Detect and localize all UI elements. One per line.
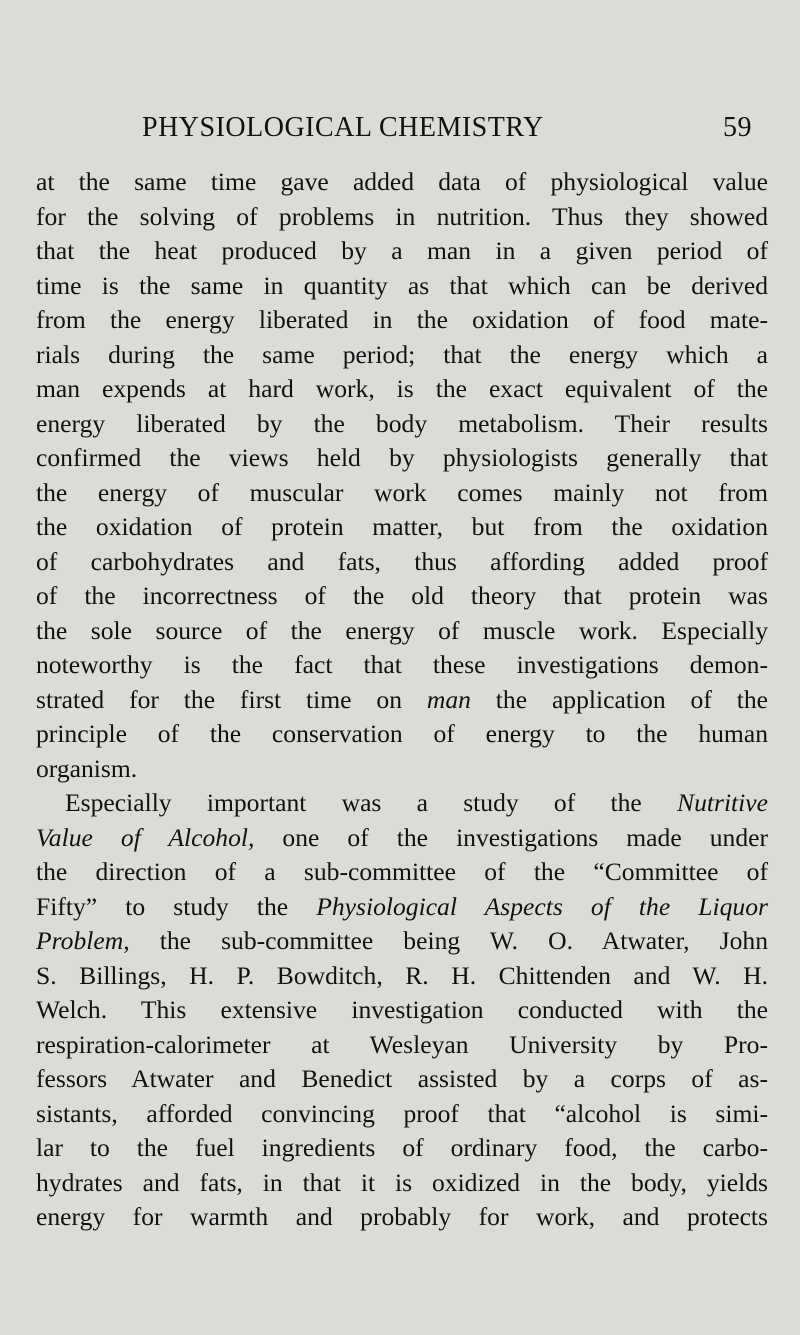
text-line: of the incorrectness of the old theory that protein was bbox=[36, 581, 768, 610]
text-line: the sole source of the energy of muscle work. Especially bbox=[36, 615, 768, 645]
text-line: noteworthy is the fact that these investigations demon- bbox=[36, 650, 768, 679]
text-line: that the heat produced by a man in a given period of bbox=[36, 236, 768, 265]
text-line: the energy of muscular work comes mainly not from bbox=[36, 477, 768, 507]
text-line: Fifty” to study the Physiological Aspects of the Liquor bbox=[36, 891, 768, 921]
text-line: Especially important was a study of the Nutritive bbox=[65, 788, 768, 817]
emphasis: Nutritive bbox=[677, 788, 768, 817]
text-line: energy liberated by the body metabolism. Their results bbox=[36, 408, 768, 438]
text-line: man expends at hard work, is the exact equivalent of the bbox=[36, 374, 768, 403]
text-line: of carbohydrates and fats, thus affording added proof bbox=[36, 546, 768, 576]
text-line: the oxidation of protein matter, but from the oxidation bbox=[36, 512, 768, 541]
text-line: for the solving of problems in nutrition. Thus they showed bbox=[36, 201, 768, 231]
text-line: strated for the first time on man the application of the bbox=[36, 684, 768, 714]
text-line: the direction of a sub-committee of the “Committee of bbox=[36, 857, 768, 886]
text-line: from the energy liberated in the oxidation of food mate- bbox=[36, 305, 768, 334]
text-line: rials during the same period; that the energy which a bbox=[36, 339, 768, 369]
text-line: confirmed the views held by physiologists generally that bbox=[36, 443, 768, 472]
emphasis: Value of Alcohol, bbox=[36, 822, 255, 852]
text-line: time is the same in quantity as that which can be derived bbox=[36, 270, 768, 300]
text-line: sistants, afforded convincing proof that “alcohol is simi- bbox=[36, 1098, 768, 1128]
running-title: PHYSIOLOGICAL CHEMISTRY bbox=[142, 112, 544, 143]
text-line: Problem, the sub-committee being W. O. Atwater, John bbox=[36, 926, 768, 955]
text-line: lar to the fuel ingredients of ordinary food, the carbo- bbox=[36, 1133, 768, 1162]
text-line: hydrates and fats, in that it is oxidized in the body, yields bbox=[36, 1167, 768, 1197]
text-line: at the same time gave added data of physiological value bbox=[36, 167, 768, 196]
emphasis: Problem, bbox=[36, 926, 130, 955]
text-line: organism. bbox=[36, 753, 138, 783]
body-text bbox=[36, 165, 768, 1235]
text-line: principle of the conservation of energy to the human bbox=[36, 719, 768, 748]
emphasis: man bbox=[426, 684, 471, 714]
text-line: fessors Atwater and Benedict assisted by a corps of as- bbox=[36, 1064, 768, 1093]
running-header bbox=[142, 112, 752, 152]
emphasis: Physiological Aspects of the Liquor bbox=[316, 891, 768, 921]
text-line: energy for warmth and probably for work, and protects bbox=[36, 1202, 768, 1231]
text-line: respiration-calorimeter at Wesleyan University by Pro- bbox=[36, 1029, 768, 1059]
text-line: Welch. This extensive investigation conducted with the bbox=[36, 995, 768, 1024]
text-line: S. Billings, H. P. Bowditch, R. H. Chittenden and W. H. bbox=[36, 960, 768, 990]
text-line: Value of Alcohol, one of the investigations made under bbox=[36, 822, 769, 852]
page-number: 59 bbox=[723, 112, 752, 143]
